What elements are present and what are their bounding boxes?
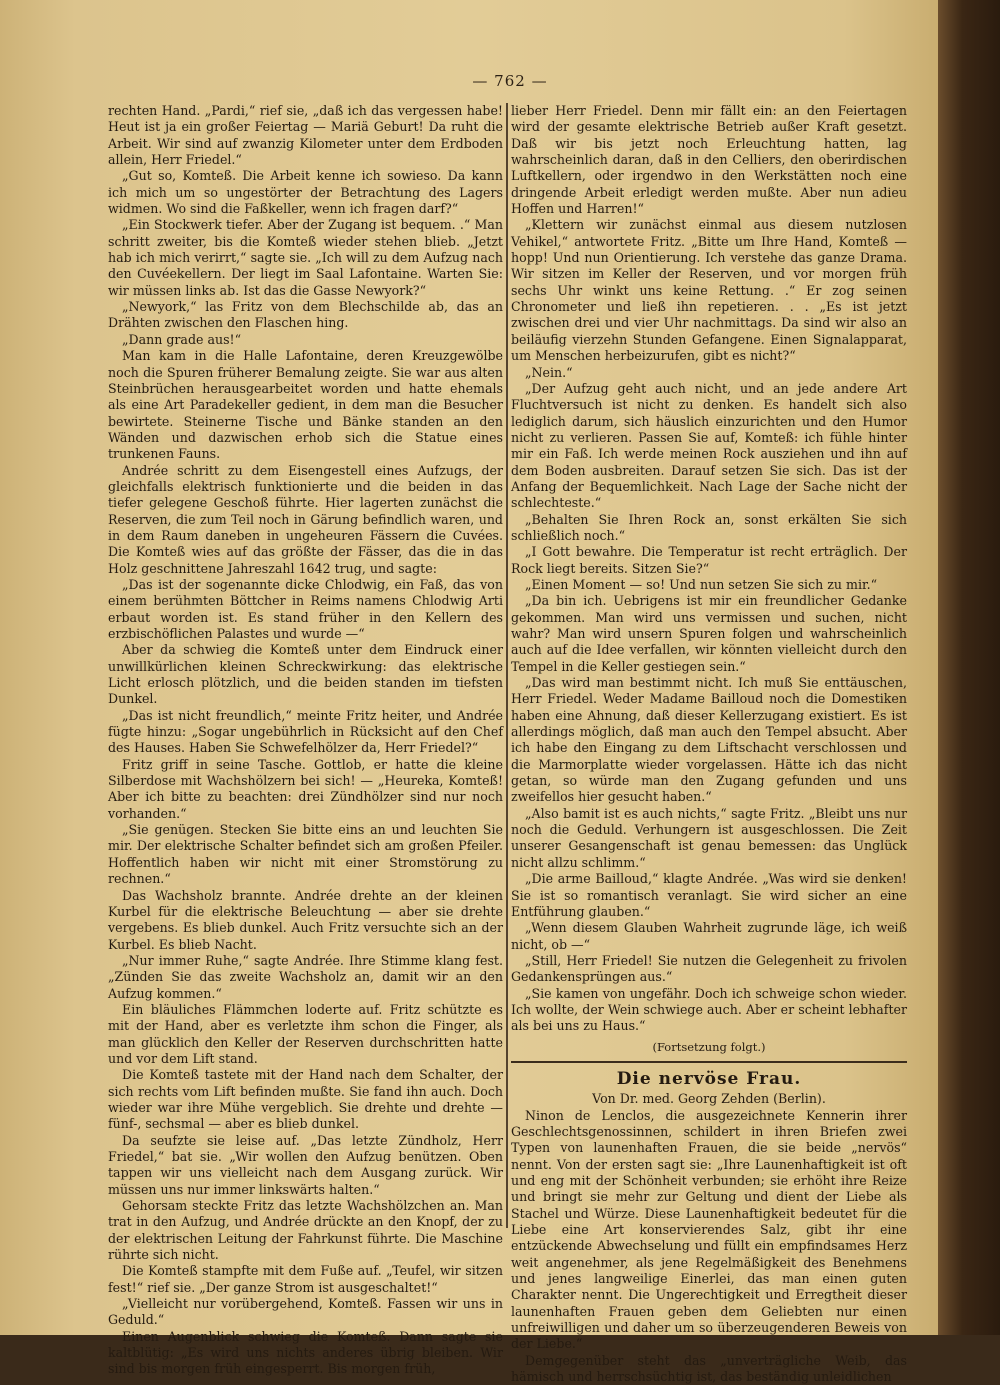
paragraph: „Klettern wir zunächst einmal aus diesem nutzlosen Vehikel,“ antwortete Fritz. „Bitte um Ihre Hand, Komteß — hopp! Und nun Orientierung. Ich verstehe das ganze Drama. Wir sitzen im Keller der Reserven, und vor morgen früh sechs Uhr winkt uns keine Rettung. .“ Er zog seinen Chronometer und ließ ihn repetieren. . . „Es ist jetzt zwischen drei und vier Uhr nachmittags. Da sind wir also an beiläufig vierzehn Stunden Gefangene. Einen Signalapparat, um Menschen herbeizurufen, gibt es nicht?“ xyxy=(511,217,907,364)
paragraph: „Der Aufzug geht auch nicht, und an jede andere Art Fluchtversuch ist nicht zu denken. Es handelt sich also lediglich darum, sich häuslich einzurichten und den Humor nicht zu verlieren. Passen Sie auf, Komteß: ich fühle hinter mir ein Faß. Ich werde meinen Rock ausziehen und ihn auf dem Boden ausbreiten. Darauf setzen Sie sich. Das ist der Anfang der Bequemlichkeit. Nach Lage der Sache nicht der schlechteste.“ xyxy=(511,380,907,511)
paragraph: Die Komteß stampfte mit dem Fuße auf. „Teufel, wir sitzen fest!“ rief sie. „Der ganze Strom ist ausgeschaltet!“ xyxy=(108,1263,503,1295)
story-continuation xyxy=(511,103,907,1035)
paragraph: Man kam in die Halle Lafontaine, deren Kreuzgewölbe noch die Spuren früherer Bemalung zeigte. Sie war aus alten Steinbrüchen herausgearbeitet worden und hatte ehemals als eine Art Paradekeller gedient, in dem man die Besucher bewirtete. Steinerne Tische und Bänke standen an den Wänden und dazwischen erhob sich die Statue eines trunkenen Fauns. xyxy=(108,348,503,462)
paragraph: „Behalten Sie Ihren Rock an, sonst erkälten Sie sich schließlich noch.“ xyxy=(511,511,907,543)
paragraph: „Sie kamen von ungefähr. Doch ich schweige schon wieder. Ich wollte, der Wein schwiege auch. Aber er scheint lebhafter als bei uns zu Haus.“ xyxy=(511,985,907,1034)
page-edge-shadow xyxy=(938,0,1000,1335)
paragraph: „Sie genügen. Stecken Sie bitte eins an und leuchten Sie mir. Der elektrische Schalter befindet sich am großen Pfeiler. Hoffentlich haben wir nicht mit einer Stromstörung zu rechnen.“ xyxy=(108,822,503,887)
paragraph: „Nein.“ xyxy=(525,364,573,380)
paragraph: Gehorsam steckte Fritz das letzte Wachshölzchen an. Man trat in den Aufzug, und Andrée drückte an den Knopf, der zu der elektrischen Leitung der Fahrkunst führte. Die Maschine rührte sich nicht. xyxy=(108,1198,503,1263)
paragraph: Das Wachsholz brannte. Andrée drehte an der kleinen Kurbel für die elektrische Beleuchtung — aber sie drehte vergebens. Es blieb dunkel. Auch Fritz versuchte sich an der Kurbel. Es blieb Nacht. xyxy=(108,887,503,952)
paragraph: „Gut so, Komteß. Die Arbeit kenne ich sowieso. Da kann ich mich um so ungestörter der Betrachtung des Lagers widmen. Wo sind die Faßkeller, wenn ich fragen darf?“ xyxy=(108,168,503,217)
paragraph: Andrée schritt zu dem Eisengestell eines Aufzugs, der gleichfalls elektrisch funktionierte und die beiden in das tiefer gelegene Geschoß führte. Hier lagerten zunächst die Reserven, die zum Teil noch in Gärung befindlich waren, und in dem Raum daneben in ungeheuren Fässern die Cuvées. Die Komteß wies auf das größte der Fässer, das die in das Holz geschnittene Jahreszahl 1642 trug, und sagte: xyxy=(108,462,503,576)
paragraph: rechten Hand. „Pardi,“ rief sie, „daß ich das vergessen habe! Heut ist ja ein großer Feiertag — Mariä Geburt! Da ruht die Arbeit. Wir sind auf zwanzig Kilometer unter dem Erdboden allein, Herr Friedel.“ xyxy=(108,103,503,168)
paragraph: Ninon de Lenclos, die ausgezeichnete Kennerin ihrer Geschlechtsgenossinnen, schildert in ihren Briefen zwei Typen von launenhaften Frauen, die sie beide „nervös“ nennt. Von der ersten sagt sie: „Ihre Launenhaftigkeit ist oft und eng mit der Schönheit verbunden; sie erhöht ihre Reize und bringt sie mehr zur Geltung und dient der Liebe als Stachel und Würze. Diese Launenhaftigkeit bedeutet für die Liebe eine Art konservierendes Salz, gibt ihr eine entzückende Abwechselung und füllt ein empfindsames Herz weit angenehmer, als jene Regelmäßigkeit des Benehmens und jenes langweilige Einerlei, das man einen guten Charakter nennt. Die Ungerechtigkeit und Erregtheit dieser launenhaften Frauen geben dem Geliebten nur einen unfreiwilligen und daher um so überzeugenderen Beweis von der Liebe.“ xyxy=(511,1107,907,1352)
paragraph: „Dann grade aus!“ xyxy=(122,331,242,347)
paragraph: Da seufzte sie leise auf. „Das letzte Zündholz, Herr Friedel,“ bat sie. „Wir wollen den Aufzug benützen. Oben tappen wir uns vielleicht nach dem Ausgang zurück. Wir müssen uns nur immer linkswärts halten.“ xyxy=(108,1132,503,1197)
continuation-note: (Fortsetzung folgt.) xyxy=(652,1039,766,1054)
paragraph: „Das ist der sogenannte dicke Chlodwig, ein Faß, das von einem berühmten Böttcher in Reims namens Chlodwig Arti erbaut worden ist. Es stand früher in den Kellern des erzbischöflichen Palastes und wurde —“ xyxy=(108,576,503,641)
article-body xyxy=(511,1108,907,1385)
paragraph: „Newyork,“ las Fritz von dem Blechschilde ab, das an Drähten zwischen den Flaschen hing. xyxy=(108,299,503,331)
paragraph: Fritz griff in seine Tasche. Gottlob, er hatte die kleine Silberdose mit Wachshölzern bei sich! — „Heureka, Komteß! Aber ich bitte zu beachten: drei Zündhölzer sind nur noch vorhanden.“ xyxy=(108,756,503,821)
paragraph: „Die arme Bailloud,“ klagte Andrée. „Was wird sie denken! Sie ist so romantisch veranlagt. Sie wird sicher an eine Entführung glauben.“ xyxy=(511,871,907,919)
paragraph: „Das wird man bestimmt nicht. Ich muß Sie enttäuschen, Herr Friedel. Weder Madame Bailloud noch die Domestiken haben eine Ahnung, daß dieser Kellerzugang existiert. Es ist allerdings möglich, daß man auch den Tempel absucht. Aber ich habe den Eingang zu dem Liftschacht verschlossen und die Marmorplatte wieder vorgelassen. Hätte ich das nicht getan, so würde man den Zugang gefunden und uns zweifellos hier gesucht haben.“ xyxy=(511,675,907,805)
paragraph: „Also bamit ist es auch nichts,“ sagte Fritz. „Bleibt uns nur noch die Geduld. Verhungern ist ausgeschlossen. Die Zeit unserer Gesangenschaft ist genau bemessen: das Unglück nicht allzu schlimm.“ xyxy=(511,805,907,870)
paragraph: „Vielleicht nur vorübergehend, Komteß. Fassen wir uns in Geduld.“ xyxy=(108,1296,503,1328)
paragraph: Ein bläuliches Flämmchen loderte auf. Fritz schützte es mit der Hand, aber es verletzte ihm schon die Finger, als man glücklich den Keller der Reserven durchschritten hatte und vor dem Lift stand. xyxy=(108,1001,503,1066)
paragraph: lieber Herr Friedel. Denn mir fällt ein: an den Feiertagen wird der gesamte elektrische Betrieb außer Kraft gesetzt. Daß wir bis jetzt noch Erleuchtung hatten, lag wahrscheinlich daran, daß in den Celliers, den oberirdischen Luftkellern, oder irgendwo in den Werkstätten noch eine dringende Arbeit erledigt werden mußte. Aber nun adieu Hoffen und Harren!“ xyxy=(511,103,907,217)
paragraph: „Still, Herr Friedel! Sie nutzen die Gelegenheit zu frivolen Gedankensprüngen aus.“ xyxy=(511,952,907,985)
paragraph: „Da bin ich. Uebrigens ist mir ein freundlicher Gedanke gekommen. Man wird uns vermissen und suchen, nicht wahr? Man wird unsern Spuren folgen und wahrscheinlich auch auf die Idee verfallen, wir könnten vielleicht durch den Tempel in die Keller gestiegen sein.“ xyxy=(511,593,907,674)
article-separator xyxy=(511,1061,907,1063)
paragraph: Demgegenüber steht das „unverträgliche Weib, das hämisch und herrschsüchtig ist, das beständig unleidlichen xyxy=(511,1352,907,1385)
paragraph: „Das ist nicht freundlich,“ meinte Fritz heiter, und Andrée fügte hinzu: „Sogar ungebührlich in Rücksicht auf den Chef des Hauses. Haben Sie Schwefelhölzer da, Herr Friedel?“ xyxy=(108,707,503,756)
paragraph: Aber da schwieg die Komteß unter dem Eindruck einer unwillkürlichen kleinen Schreckwirkung: das elektrische Licht erlosch plötzlich, und die beiden standen im tiefsten Dunkel. xyxy=(108,642,503,707)
paragraph: „Wenn diesem Glauben Wahrheit zugrunde läge, ich weiß nicht, ob —“ xyxy=(511,920,907,952)
article-byline: Von Dr. med. Georg Zehden (Berlin). xyxy=(592,1091,826,1107)
paragraph: Die Komteß tastete mit der Hand nach dem Schalter, der sich rechts vom Lift befinden mußte. Sie fand ihn auch. Doch wieder war ihre Mühe vergeblich. Sie drehte und drehte — fünf-, sechsmal — aber es blieb dunkel. xyxy=(108,1067,503,1132)
column-divider xyxy=(506,103,508,1228)
page-number: — 762 — xyxy=(472,72,548,90)
left-column xyxy=(108,103,503,1378)
paragraph: Einen Augenblick schwieg die Komteß. Dann sagte sie kaltblütig: „Es wird uns nichts anderes übrig bleiben. Wir sind bis morgen früh eingesperrt. Bis morgen früh, xyxy=(108,1328,503,1377)
paragraph: „Ein Stockwerk tiefer. Aber der Zugang ist bequem. .“ Man schritt zweiter, bis die Komteß wieder stehen blieb. „Jetzt hab ich mich verirrt,“ sagte sie. „Ich will zu dem Aufzug nach den Cuvéekellern. Der liegt im Saal Lafontaine. Warten Sie: wir müssen links ab. Ist das die Gasse Newyork?“ xyxy=(108,217,503,298)
paragraph: „Nur immer Ruhe,“ sagte Andrée. Ihre Stimme klang fest. „Zünden Sie das zweite Wachsholz an, damit wir an den Aufzug kommen.“ xyxy=(108,952,503,1001)
paragraph: „I Gott bewahre. Die Temperatur ist recht erträglich. Der Rock liegt bereits. Sitzen Sie?“ xyxy=(511,544,907,576)
article-title: Die nervöse Frau. xyxy=(616,1068,802,1089)
right-column xyxy=(511,103,907,1385)
paragraph: „Einen Moment — so! Und nun setzen Sie sich zu mir.“ xyxy=(525,576,878,592)
